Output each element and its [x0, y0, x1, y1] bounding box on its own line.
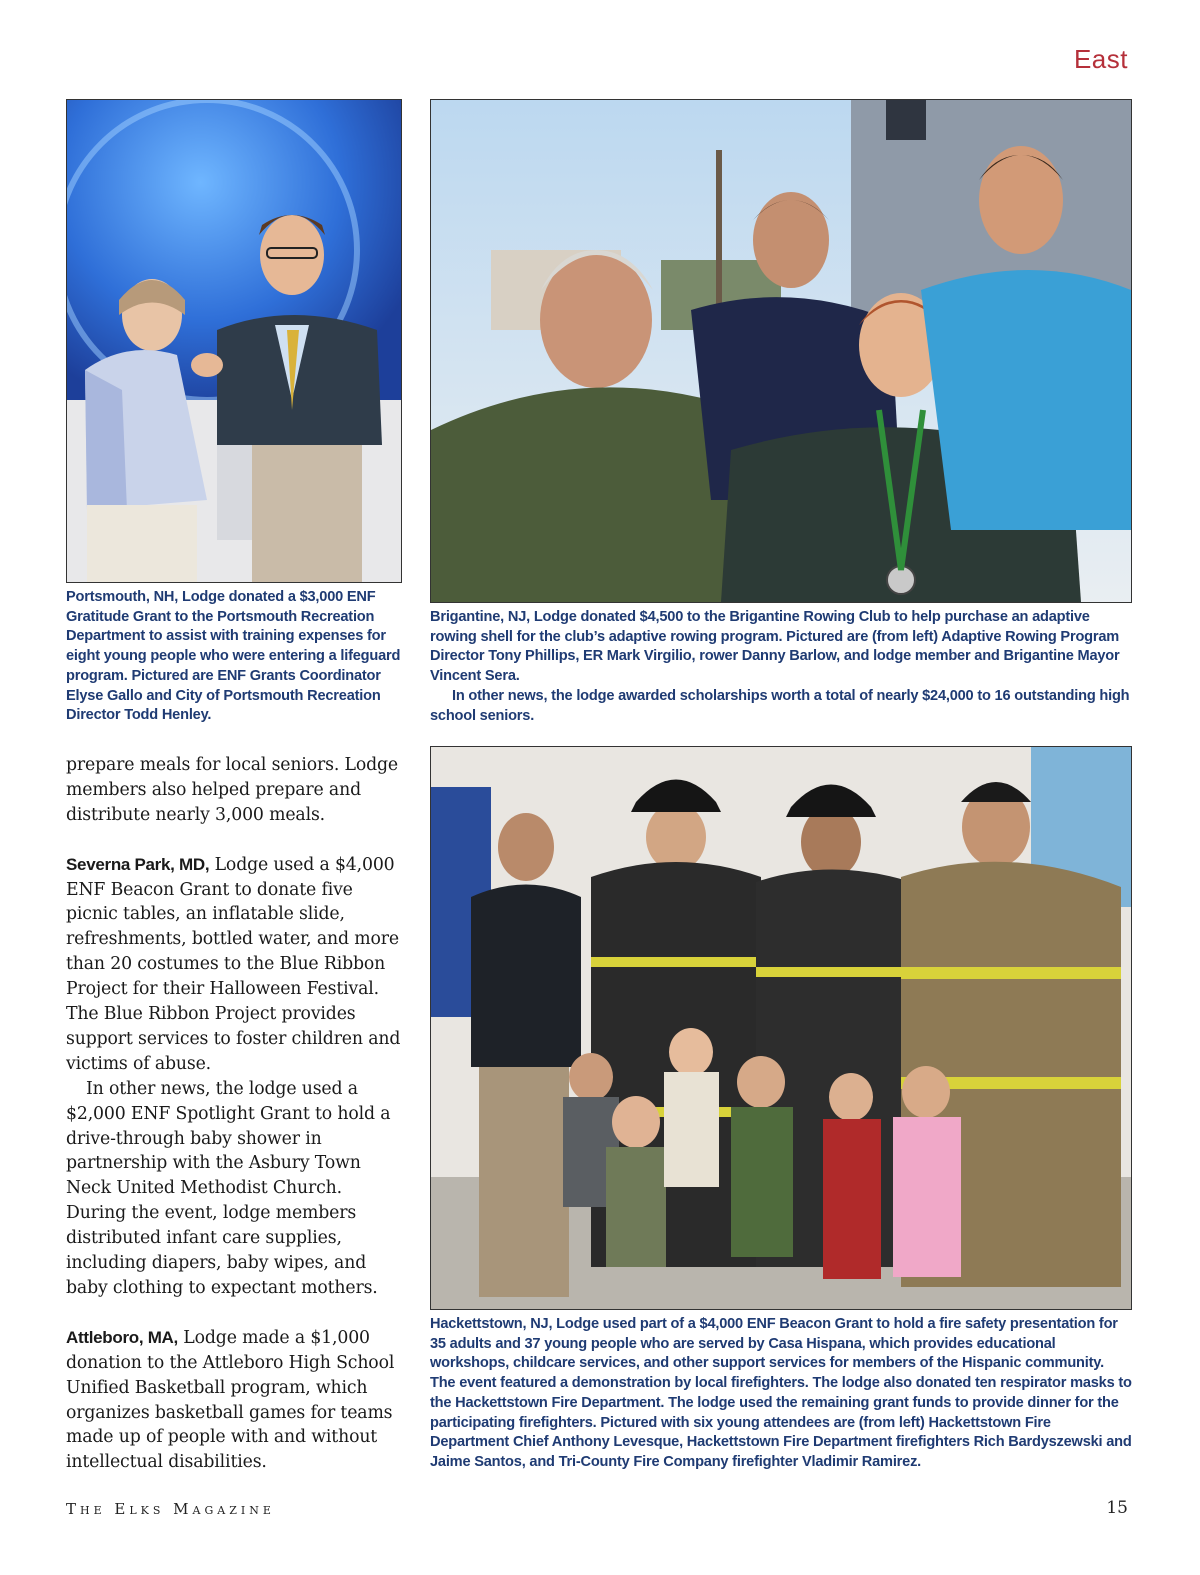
caption-text-2: In other news, the lodge awarded scholarships worth a total of nearly $24,000 to 16 outstanding high school seniors.: [430, 687, 1130, 724]
body-column: [66, 753, 406, 1475]
caption-text: Lodge donated a $3,000 ENF Gratitude Grant to the Portsmouth Recreation Department to assist with training expenses for eight young people who were entering a lifeguard program. Pictured are ENF Grants Coordinator Elyse Gallo and City of Portsmouth Recreation Director Todd Henley.: [66, 589, 401, 724]
body-severna-park: [66, 853, 406, 1077]
section-label: East: [1073, 44, 1128, 74]
photo-hackettstown: [430, 746, 1132, 1310]
severna-text-2: In other news, the lodge used a $2,000 ENF Spotlight Grant to hold a drive-through baby shower in partnership with the Asbury Town Neck United Methodist Church. During the event, lodge members distributed infant care supplies, including diapers, baby wipes, and baby clothing to expectant mothers.: [66, 1078, 391, 1299]
caption-text: Lodge donated $4,500 to the Brigantine Rowing Club to help purchase an adaptive rowing shell for the club’s adaptive rowing program. Pictured are (from left) Adaptive Rowing Program Director Tony Phillips, ER Mark Virgilio, rower Danny Barlow, and lodge member and Brigantine Mayor Vincent Sera.: [430, 609, 1120, 685]
severna-text: Lodge used a $4,000 ENF Beacon Grant to donate five picnic tables, an inflatable slide, refreshments, bottled water, and more than 20 costumes to the Blue Ribbon Project for their Halloween Festival. The Blue Ribbon Project provides support services to foster children and victims of abuse.: [66, 854, 401, 1074]
caption-portsmouth: [66, 588, 406, 726]
body-attleboro: [66, 1326, 406, 1475]
caption-brigantine: [430, 608, 1132, 726]
place-severna-park: Severna Park, MD,: [66, 854, 210, 874]
page-number: 15: [1106, 1498, 1128, 1518]
footer-magazine-name: The Elks Magazine: [66, 1500, 275, 1518]
body-intro: prepare meals for local seniors. Lodge members also helped prepare and distribute nearly 3,000 meals.: [66, 755, 398, 825]
caption-hackettstown: [430, 1315, 1132, 1473]
attleboro-text: Lodge made a $1,000 donation to the Attleboro High School Unified Basketball program, which organizes basketball games for teams made up of people with and without intellectual disabilities.: [66, 1327, 395, 1473]
caption-place: Portsmouth, NH,: [66, 589, 179, 605]
caption-text: Lodge used part of a $4,000 ENF Beacon Grant to hold a fire safety presentation for 35 adults and 37 young people who are served by Casa Hispana, which provides educational workshops, childcare services, and other support services for members of the Hispanic community. The event featured a demonstration by local firefighters. The lodge also donated ten respirator masks to the Hackettstown Fire Department. The lodge used the remaining grant funds to provide dinner for the participating firefighters. Pictured with six young attendees are (from left) Hackettstown Fire Department Chief Anthony Levesque, Hackettstown Fire Department firefighters Rich Bardyszewski and Jaime Santos, and Tri-County Fire Company firefighter Vladimir Ramirez.: [430, 1316, 1132, 1470]
caption-place: Brigantine, NJ,: [430, 609, 530, 625]
place-attleboro: Attleboro, MA,: [66, 1327, 178, 1347]
photo-portsmouth: [66, 99, 402, 583]
photo-brigantine: [430, 99, 1132, 603]
caption-place: Hackettstown, NJ,: [430, 1316, 553, 1332]
